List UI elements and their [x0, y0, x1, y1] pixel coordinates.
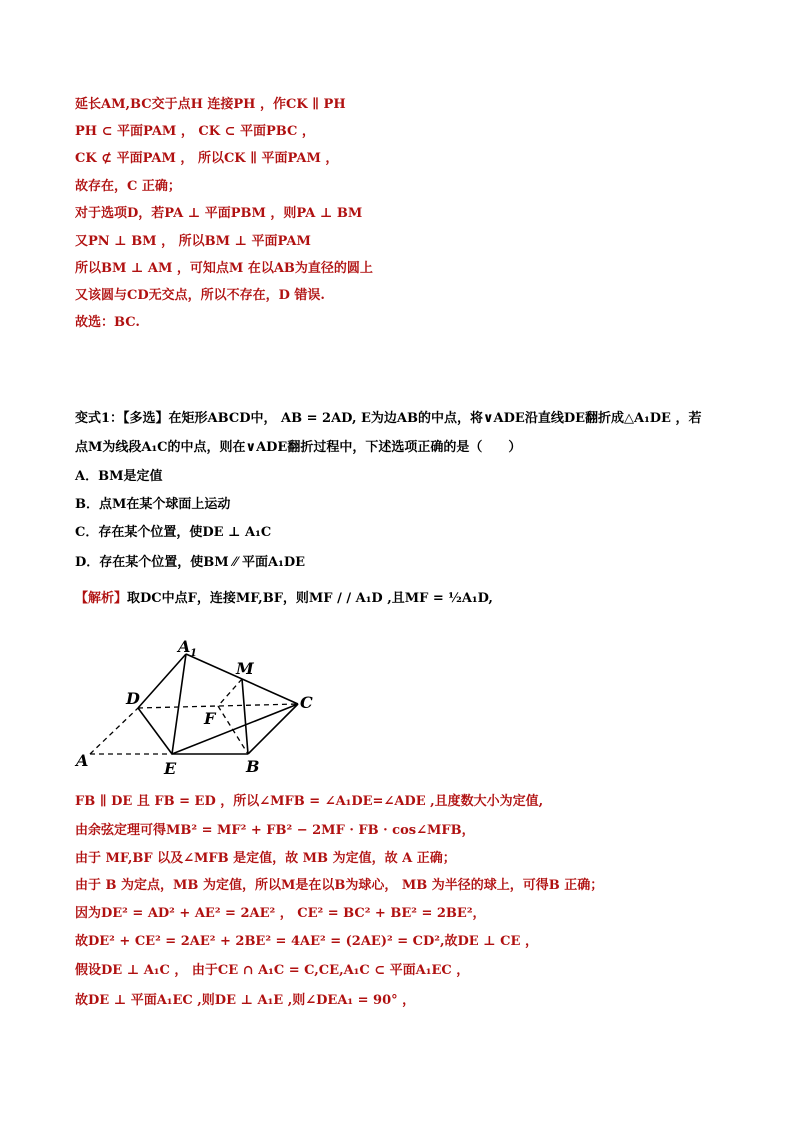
question-stem-line-1: 变式1：【多选】在矩形ABCD中， AB = 2AD, E为边AB的中点，将∨ADE沿直线DE翻折成△A₁DE ，若: [75, 411, 702, 426]
solution-line: FB ∥ DE 且 FB = ED ，所以∠MFB = ∠A₁DE=∠ADE ,且度数大小为定值,: [75, 794, 544, 809]
solution-line: 又PN ⊥ BM ， 所以BM ⊥ 平面PAM: [75, 234, 311, 249]
option-c: C．存在某个位置，使DE ⊥ A₁C: [75, 525, 272, 540]
edge-b-c: [248, 704, 298, 754]
solution-line: 因为DE² = AD² + AE² = 2AE² ， CE² = BC² + BE² = 2BE²，: [75, 906, 486, 921]
edge-e-c: [172, 704, 298, 754]
solution-line: 假设DE ⊥ A₁C ， 由于CE ∩ A₁C = C,CE,A₁C ⊂ 平面A₁EC ，: [75, 963, 470, 978]
label-f: F: [204, 709, 216, 728]
question-stem-line-2: 点M为线段A₁C的中点，则在∨ADE翻折过程中，下述选项正确的是（ ）: [75, 440, 522, 455]
analysis-tag: 【解析】: [75, 591, 128, 606]
solution-line: 所以BM ⊥ AM ，可知点M 在以AB为直径的圆上: [75, 261, 373, 276]
solution-line: 由于 MF,BF 以及∠MFB 是定值，故 MB 为定值，故 A 正确；: [75, 851, 456, 866]
label-b: B: [246, 757, 260, 776]
edge-a1-e: [172, 654, 186, 754]
label-a: A: [76, 751, 89, 770]
solution-line: 故存在，C 正确；: [75, 179, 181, 194]
edge-d-e: [138, 708, 172, 754]
dashed-a-d: [90, 708, 138, 754]
solution-line: 由于 B 为定点，MB 为定值，所以M是在以B为球心， MB 为半径的球上，可得B 正确；: [75, 878, 604, 893]
solution-line: 又该圆与CD无交点，所以不存在，D 错误.: [75, 288, 325, 303]
solution-line: 故DE ⊥ 平面A₁EC ,则DE ⊥ A₁E ,则∠DEA₁ = 90° ，: [75, 993, 416, 1008]
answer-line: 故选：BC.: [75, 315, 140, 330]
edge-m-b: [242, 679, 248, 754]
solution-line: PH ⊂ 平面PAM ， CK ⊂ 平面PBC ，: [75, 124, 315, 139]
solution-line: CK ⊄ 平面PAM ， 所以CK ∥ 平面PAM ，: [75, 151, 339, 166]
label-e: E: [164, 759, 177, 778]
dashed-f-b: [218, 706, 248, 754]
solution-line: 延长AM,BC交于点H 连接PH ，作CK ∥ PH: [75, 97, 346, 112]
analysis-text: 取DC中点F，连接MF,BF，则MF / / A₁D ,且MF = ½A₁D,: [127, 591, 493, 606]
dashed-m-f: [218, 679, 242, 706]
label-m: M: [236, 659, 254, 678]
label-c: C: [300, 693, 313, 712]
analysis-line: [75, 590, 493, 608]
label-a1: A: [178, 637, 191, 656]
geometry-figure: [70, 636, 330, 790]
solution-line: 由余弦定理可得MB² = MF² + FB² − 2MF · FB · cos∠MFB，: [75, 823, 475, 838]
solution-line: 故DE² + CE² = 2AE² + 2BE² = 4AE² = (2AE)² = CD²,故DE ⊥ CE ，: [75, 934, 538, 949]
label-d: D: [126, 689, 140, 708]
label-a1-sub: 1: [190, 648, 197, 659]
folding-diagram: [70, 636, 330, 786]
option-b: B．点M在某个球面上运动: [75, 497, 231, 512]
option-d: D．存在某个位置，使BM ⁄⁄ 平面A₁DE: [75, 555, 306, 570]
solution-line: 对于选项D，若PA ⊥ 平面PBM ，则PA ⊥ BM: [75, 206, 363, 221]
option-a: A．BM是定值: [75, 469, 163, 484]
